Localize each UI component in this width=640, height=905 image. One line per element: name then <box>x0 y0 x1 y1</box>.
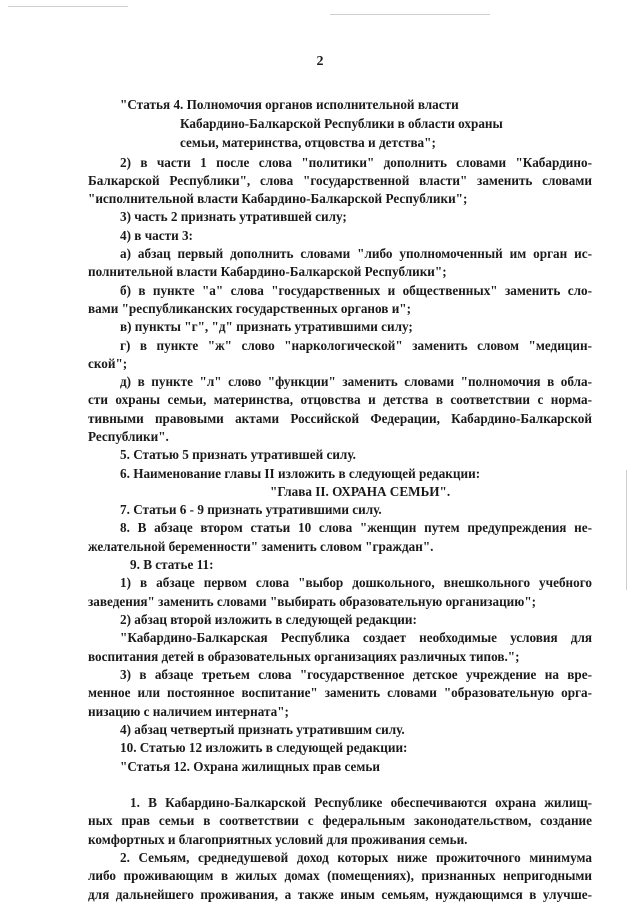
scan-artifact <box>330 14 490 15</box>
text-line: "Кабардино-Балкарская Республика создает необходимые условия для <box>120 630 592 645</box>
text-line: 4) в части 3: <box>120 228 193 243</box>
text-line: а) абзац первый дополнить словами "либо уполномоченный им орган ис- <box>120 246 592 261</box>
text-line: для дальнейшего проживания, а также иным семьям, нуждающимся в улучше- <box>88 887 592 902</box>
text-line: г) в пункте "ж" слово "наркологической" заменить словом "медицин- <box>120 338 592 353</box>
text-line: тивными правовыми актами Российской Федерации, Кабардино-Балкарской <box>88 411 592 426</box>
text-line: комфортных и благоприятных условий для проживания семьи. <box>88 832 468 847</box>
text-line: Республики". <box>88 429 169 444</box>
text-line: в) пункты "г", "д" признать утратившими силу; <box>120 319 413 334</box>
text-line: ской"; <box>88 356 128 371</box>
text-line: "Глава II. ОХРАНА СЕМЬИ". <box>270 484 451 499</box>
text-line: 5. Статью 5 признать утратившей силу. <box>120 447 356 462</box>
text-line: 10. Статью 12 изложить в следующей редакции: <box>120 740 408 755</box>
text-line: желательной беременности" заменить словом "граждан". <box>88 539 434 554</box>
text-line: д) в пункте "л" слово "функции" заменить словами "полномочия в обла- <box>120 374 592 389</box>
text-line: ных прав семьи в соответствии с федеральным законодательством, создание <box>88 813 592 828</box>
text-line: 9. В статье 11: <box>130 557 214 572</box>
text-line: либо проживающим в жилых домах (помещениях), признанных непригодными <box>88 868 592 883</box>
text-line: "исполнительной власти Кабардино-Балкарской Республики"; <box>88 191 468 206</box>
scan-artifact <box>626 470 627 590</box>
text-line: 1) в абзаце первом слова "выбор дошкольного, внешкольного учебного <box>120 575 592 590</box>
text-line: низацию с наличием интерната"; <box>88 704 289 719</box>
text-line: 8. В абзаце втором статьи 10 слова "женщин путем предупреждения не- <box>120 520 592 535</box>
text-line: 3) часть 2 признать утратившей силу; <box>120 209 347 224</box>
text-line: 7. Статьи 6 - 9 признать утратившими силу. <box>120 502 382 517</box>
text-line: 2) абзац второй изложить в следующей редакции: <box>120 612 417 627</box>
text-line: б) в пункте "а" слова "государственных и общественных" заменить сло- <box>120 283 592 298</box>
text-line: менное или постоянное воспитание" заменить словами "образовательную орга- <box>88 685 592 700</box>
text-line: 2. Семьям, среднедушевой доход которых ниже прожиточного минимума <box>120 850 592 865</box>
text-line: "Статья 12. Охрана жилищных прав семьи <box>120 759 380 774</box>
text-line: 2) в части 1 после слова "политики" дополнить словами "Кабардино- <box>120 155 592 170</box>
text-line: сти охраны семьи, материнства, отцовства и детства в соответствии с норма- <box>88 392 592 407</box>
text-line: Кабардино-Балкарской Республики в области охраны <box>180 116 503 131</box>
text-line: заведения" заменить словами "выбирать образовательную организацию"; <box>88 594 537 609</box>
text-line: 3) в абзаце третьем слова "государственное детское учреждение на вре- <box>120 667 592 682</box>
text-line: "Статья 4. Полномочия органов исполнительной власти <box>120 97 459 112</box>
page-number: 2 <box>316 54 324 69</box>
text-line: Балкарской Республики", слова "государственной власти" заменить словами <box>88 173 592 188</box>
text-line: семьи, материнства, отцовства и детства"; <box>180 135 436 150</box>
text-line: 6. Наименование главы II изложить в следующей редакции: <box>120 466 481 481</box>
text-line: 4) абзац четвертый признать утратившим силу. <box>120 722 405 737</box>
text-line: воспитания детей в образовательных организациях различных типов."; <box>88 649 520 664</box>
text-line: вами "республиканских государственных органов и"; <box>88 301 412 316</box>
scan-artifact <box>8 6 128 7</box>
text-line: 1. В Кабардино-Балкарской Республике обеспечиваются охрана жилищ- <box>130 795 592 810</box>
text-line: полнительной власти Кабардино-Балкарской Республики"; <box>88 264 447 279</box>
